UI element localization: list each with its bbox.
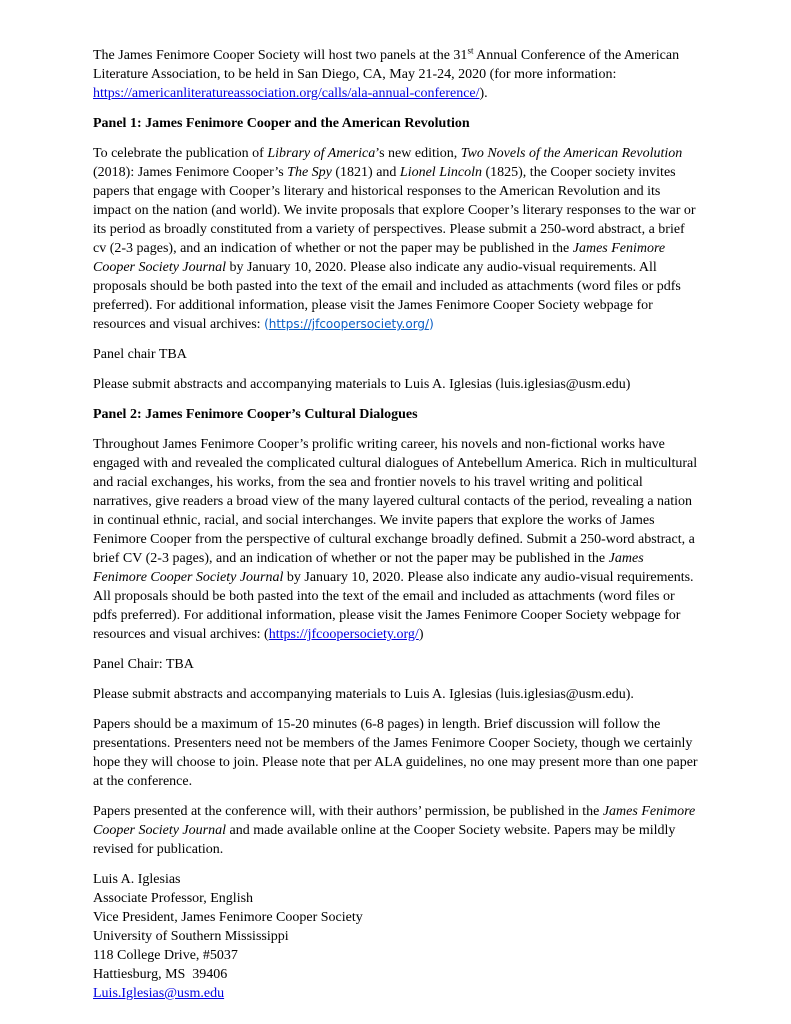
text-run: Throughout James Fenimore Cooper’s prolific writing career, his novels and non-fictional works have engaged with and revealed the complicated cultural dialogues of Antebellum America. Rich in multicultural and racial exchanges, his works, from the sea and frontier novels to his travel writing and political narratives, give readers a broad view of the many layered cultural contacts of the period, revealing a nation in continual ethnic, racial, and social interchanges. We invite papers that explore the works of James Fenimore Cooper from the perspective of cultural exchange broadly defined. Submit a 250-word abstract, a brief CV (2-3 pages), and an indication of whether or not the paper may be published in the [93, 437, 698, 566]
text-run: by January 10, 2020. Please also indicate any audio-visual requirements. All proposals should be both pasted into the text of the email and included as attachments (word files or pdfs preferred). For additional information, please visit the James Fenimore Cooper Society webpage for resources and visual archives: ( [93, 570, 694, 642]
text-run: Lionel Lincoln [399, 165, 482, 180]
signature-email [93, 984, 700, 1003]
text-run: Luis A. Iglesias [93, 872, 181, 887]
text-run: ) [418, 627, 424, 642]
panel2-chair [93, 655, 700, 674]
ala-conference-link[interactable]: https://americanliteratureassociation.org/calls/ala-annual-conference/ [93, 86, 480, 101]
text-run: (1821) and [331, 165, 400, 180]
text-run: James Fenimore Cooper Society Journal [93, 551, 644, 585]
text-run: The Spy [287, 165, 332, 180]
text-run: James Fenimore Cooper Society Journal [93, 241, 666, 275]
text-run: University of Southern Mississippi [93, 929, 289, 944]
text-run: 118 College Drive, #5037 [93, 948, 238, 963]
text-run: Papers presented at the conference will, with their authors’ permission, be published in the [93, 804, 603, 819]
jfcooper-link-panel1[interactable]: https://jfcoopersociety.org/ [268, 317, 430, 331]
panel2-description [93, 435, 700, 644]
intro-paragraph [93, 46, 700, 103]
text-run: Please submit abstracts and accompanying materials to Luis A. Iglesias (luis.iglesias@usm.edu) [93, 377, 631, 392]
text-run: ). [479, 86, 488, 101]
text-run: st [467, 45, 474, 56]
text-run: (1825), the Cooper society invites papers that engage with Cooper’s literary and historical responses to the American Revolution and its impact on the nation (and world). We invite proposals that explore Cooper’s literary responses to the war or its period as broadly constituted from a variety of perspectives. Please submit a 250-word abstract, a brief cv (2-3 pages), and an indication of whether or not the paper may be published in the [93, 165, 696, 256]
signature-city [93, 965, 700, 984]
text-run: Hattiesburg, MS 39406 [93, 967, 228, 982]
text-run: ) [429, 317, 434, 331]
signature-address [93, 946, 700, 965]
text-run: To celebrate the publication of [93, 146, 268, 161]
text-run: Papers should be a maximum of 15-20 minutes (6-8 pages) in length. Brief discussion will follow the presentations. Presenters need not be members of the James Fenimore Cooper Society, though we certainly hope they will choose to join. Please note that per ALA guidelines, no one may present more than one paper at the conference. [93, 717, 698, 789]
text-run: and made available online at the Cooper Society website. Papers may be mildly revised for publication. [93, 823, 676, 857]
text-run: Panel chair TBA [93, 347, 187, 362]
panel1-description [93, 144, 700, 334]
paper-guidelines [93, 715, 700, 791]
text-run: Panel Chair: TBA [93, 657, 194, 672]
text-run: Annual Conference of the American Literature Association, to be held in San Diego, CA, May 21-24, 2020 (for more information: [93, 48, 680, 82]
signature-title [93, 889, 700, 908]
text-run: Two Novels of the American Revolution [460, 146, 683, 161]
panel2-submission [93, 685, 700, 704]
text-run: Associate Professor, English [93, 891, 254, 906]
publication-note [93, 802, 700, 859]
text-run: Library of America [267, 146, 376, 161]
email-link[interactable]: Luis.Iglesias@usm.edu [93, 986, 225, 1001]
text-run: James Fenimore Cooper Society Journal [93, 804, 696, 838]
text-run: by January 10, 2020. Please also indicate any audio-visual requirements. All proposals should be both pasted into the text of the email and included as attachments (word files or pdfs preferred). For additional information, please visit the James Fenimore Cooper Society webpage for resources and visual archives: [93, 260, 681, 332]
signature-university [93, 927, 700, 946]
panel2-heading [93, 405, 700, 424]
text-run: Vice President, James Fenimore Cooper Society [93, 910, 363, 925]
text-run: The James Fenimore Cooper Society will host two panels at the 31 [93, 48, 468, 63]
panel1-heading [93, 114, 700, 133]
document-body [93, 46, 700, 1003]
signature-role [93, 908, 700, 927]
text-run: ( [264, 317, 269, 331]
panel1-submission [93, 375, 700, 394]
jfcooper-link-panel2[interactable]: https://jfcoopersociety.org/ [268, 627, 419, 642]
signature-name [93, 870, 700, 889]
text-run: Please submit abstracts and accompanying materials to Luis A. Iglesias (luis.iglesias@usm.edu). [93, 687, 634, 702]
text-run: Panel 2: James Fenimore Cooper’s Cultural Dialogues [93, 407, 418, 422]
text-run: (2018): James Fenimore Cooper’s [93, 165, 288, 180]
text-run: Panel 1: James Fenimore Cooper and the American Revolution [93, 116, 470, 131]
text-run: ’s new edition, [375, 146, 461, 161]
panel1-chair [93, 345, 700, 364]
